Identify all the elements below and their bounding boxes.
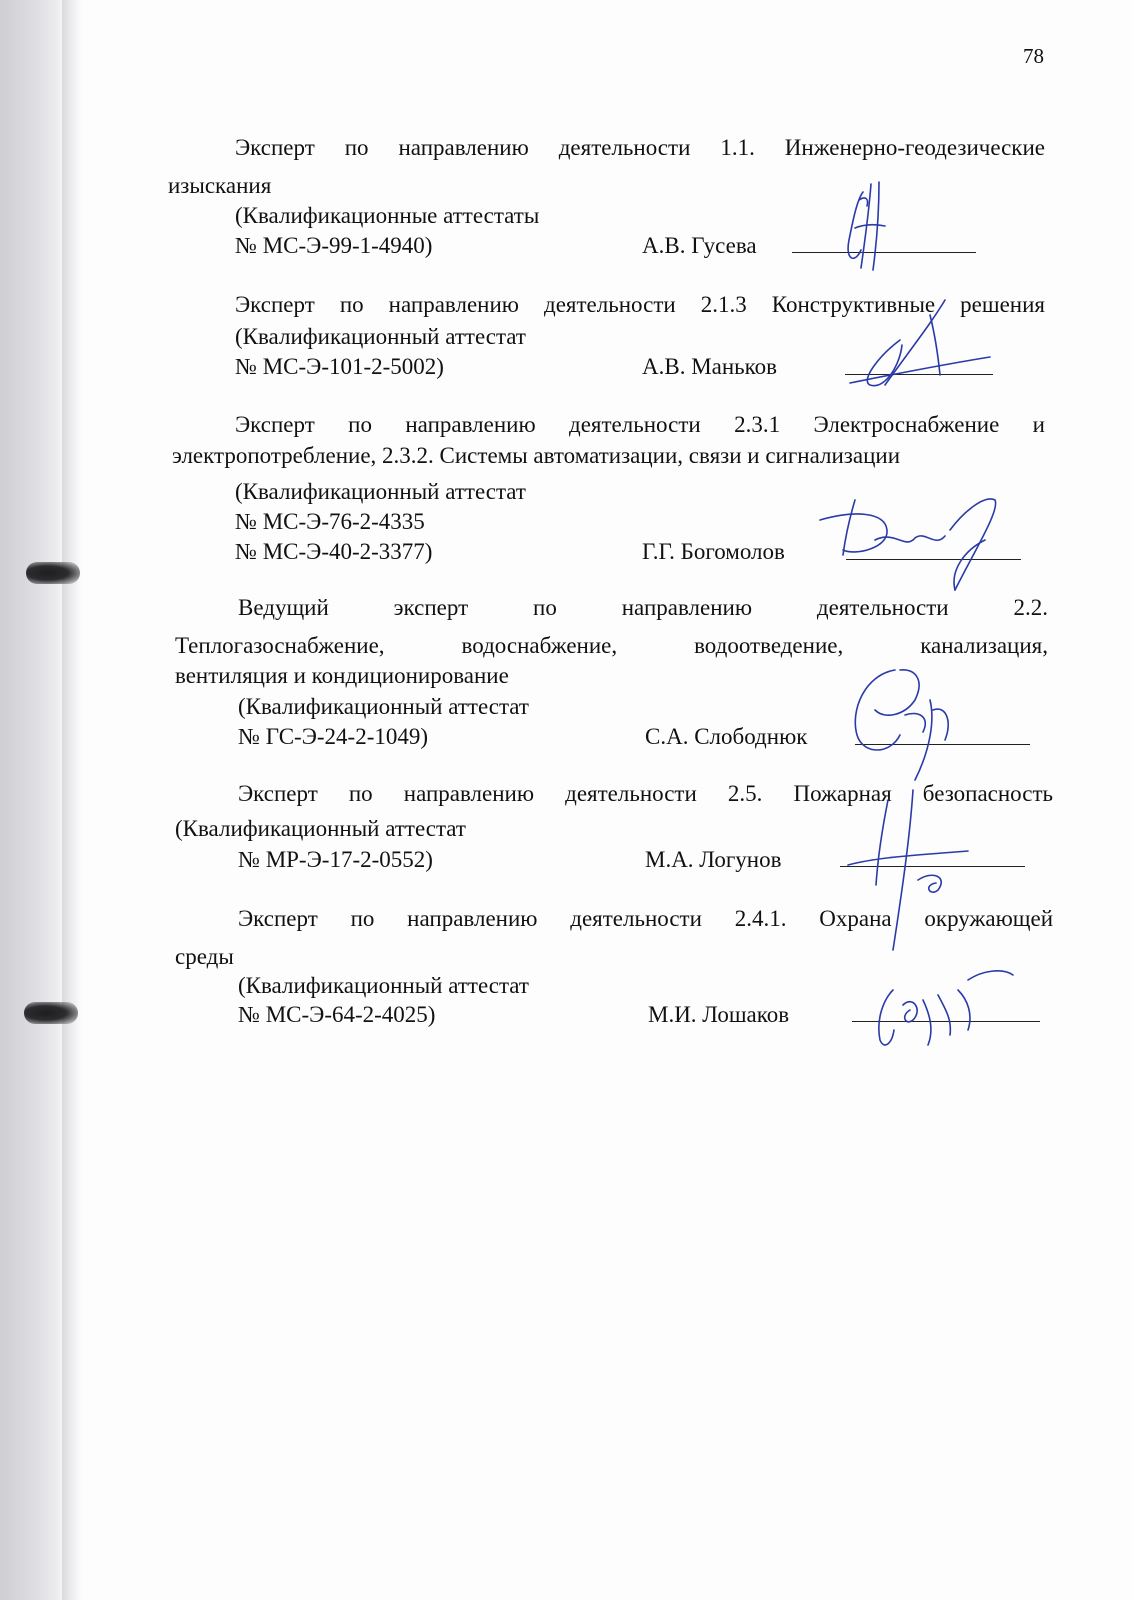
expert-heading: Эксперт по направлению деятельности 1.1. Инженерно-геодезические — [235, 135, 1045, 160]
expert-heading-continuation: среды — [175, 944, 234, 969]
signature-loshakov — [868, 960, 1018, 1060]
signature-mankov — [840, 295, 1000, 405]
certificate-number: № МС-Э-64-2-4025) — [238, 1002, 436, 1027]
page-number: 78 — [1023, 44, 1044, 68]
signature-bogomolov — [815, 490, 1015, 600]
certificate-number: № МС-Э-99-1-4940) — [235, 233, 433, 258]
expert-heading-continuation: изыскания — [168, 173, 272, 198]
expert-heading: Эксперт по направлению деятельности 2.5. Пожарная безопасность — [238, 781, 1053, 806]
certificate-label: (Квалификационные аттестаты — [235, 203, 540, 228]
expert-name: С.А. Слободнюк — [645, 724, 808, 749]
expert-heading-continuation: вентиляция и кондиционирование — [175, 663, 509, 688]
expert-name: А.В. Гусева — [642, 233, 757, 258]
expert-heading: Ведущий эксперт по направлению деятельности 2.2. — [238, 595, 1048, 620]
certificate-number: № МС-Э-101-2-5002) — [235, 354, 444, 379]
expert-heading: Эксперт по направлению деятельности 2.1.3 Конструктивные решения — [235, 292, 1045, 317]
certificate-number: № МС-Э-76-2-4335 — [235, 509, 425, 534]
expert-heading-continuation: электропотребление, 2.3.2. Системы автоматизации, связи и сигнализации — [172, 443, 901, 468]
punch-hole-bottom — [24, 1002, 78, 1024]
scan-shadow-edge — [62, 0, 82, 1600]
certificate-number: № МР-Э-17-2-0552) — [238, 847, 433, 872]
scan-shadow — [0, 0, 70, 1600]
punch-hole-top — [26, 562, 80, 584]
certificate-label: (Квалификационный аттестат — [235, 324, 526, 349]
expert-heading: Эксперт по направлению деятельности 2.3.1 Электроснабжение и — [235, 412, 1045, 437]
certificate-number: № ГС-Э-24-2-1049) — [238, 724, 429, 749]
expert-heading-continuation: Теплогазоснабжение, водоснабжение, водоотведение, канализация, — [175, 633, 1048, 658]
expert-name: М.И. Лошаков — [648, 1002, 790, 1027]
expert-name: А.В. Маньков — [642, 354, 778, 379]
signature-guseva — [835, 180, 905, 280]
certificate-label: (Квалификационный аттестат — [175, 816, 466, 841]
expert-heading: Эксперт по направлению деятельности 2.4.1. Охрана окружающей — [238, 906, 1053, 931]
expert-name: Г.Г. Богомолов — [642, 539, 785, 564]
certificate-label: (Квалификационный аттестат — [238, 694, 529, 719]
certificate-number: № МС-Э-40-2-3377) — [235, 539, 433, 564]
certificate-label: (Квалификационный аттестат — [238, 973, 529, 998]
signature-slobodnyuk — [845, 660, 965, 790]
certificate-label: (Квалификационный аттестат — [235, 479, 526, 504]
expert-name: М.А. Логунов — [645, 847, 782, 872]
